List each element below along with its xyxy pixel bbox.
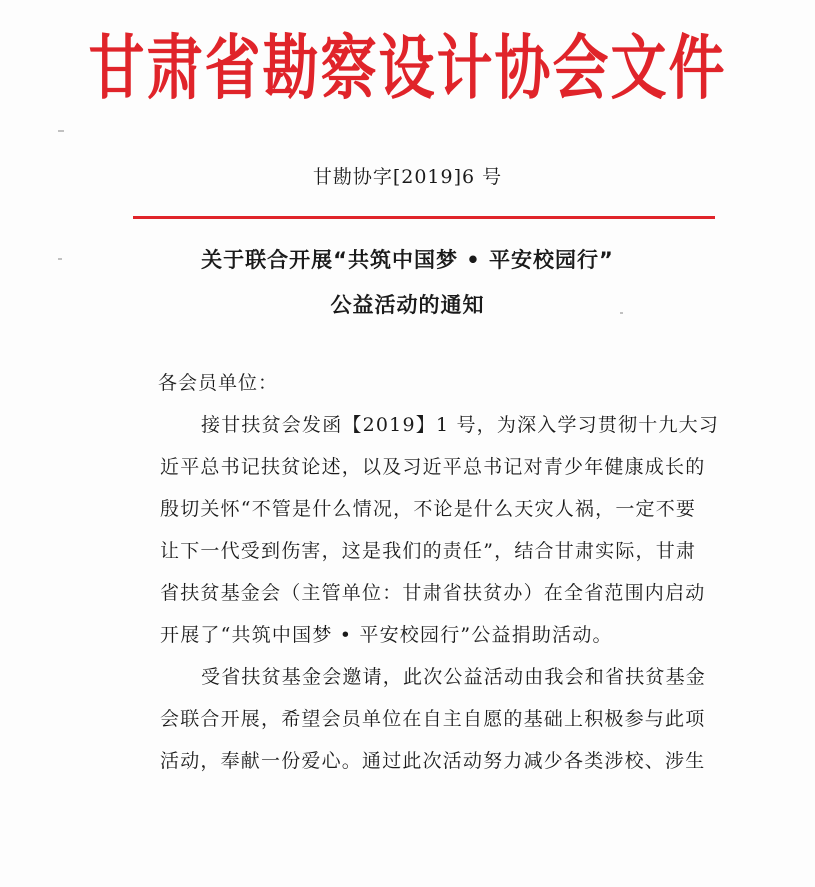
body-line: 受省扶贫基金会邀请，此次公益活动由我会和省扶贫基金 [201,666,707,688]
body-line: 让下一代受到伤害，这是我们的责任”，结合甘肃实际，甘肃 [160,540,697,562]
body-line: 殷切关怀“不管是什么情况，不论是什么天灾人祸，一定不要 [160,498,697,520]
subject-line-1: 关于联合开展“共筑中国梦 • 平安校园行” [201,248,614,272]
red-divider-line [133,216,715,219]
scan-speck [58,130,64,132]
scan-speck [620,312,623,314]
body-line: 开展了“共筑中国梦 • 平安校园行”公益捐助活动。 [160,624,613,646]
body-line: 活动，奉献一份爱心。通过此次活动努力减少各类涉校、涉生 [160,750,706,772]
body-line: 接甘扶贫会发函【2019】1 号，为深入学习贯彻十九大习 [201,414,720,436]
scan-speck [58,258,62,260]
document-number: 甘勘协字[2019]6 号 [312,166,503,188]
document-header-title: 甘肃省勘察设计协会文件 [88,26,727,110]
salutation: 各会员单位： [158,372,279,394]
subject-line-2: 公益活动的通知 [330,293,485,317]
body-line: 近平总书记扶贫论述，以及习近平总书记对青少年健康成长的 [160,456,706,478]
body-line: 省扶贫基金会（主管单位：甘肃省扶贫办）在全省范围内启动 [160,582,706,604]
body-line: 会联合开展，希望会员单位在自主自愿的基础上积极参与此项 [160,708,706,730]
